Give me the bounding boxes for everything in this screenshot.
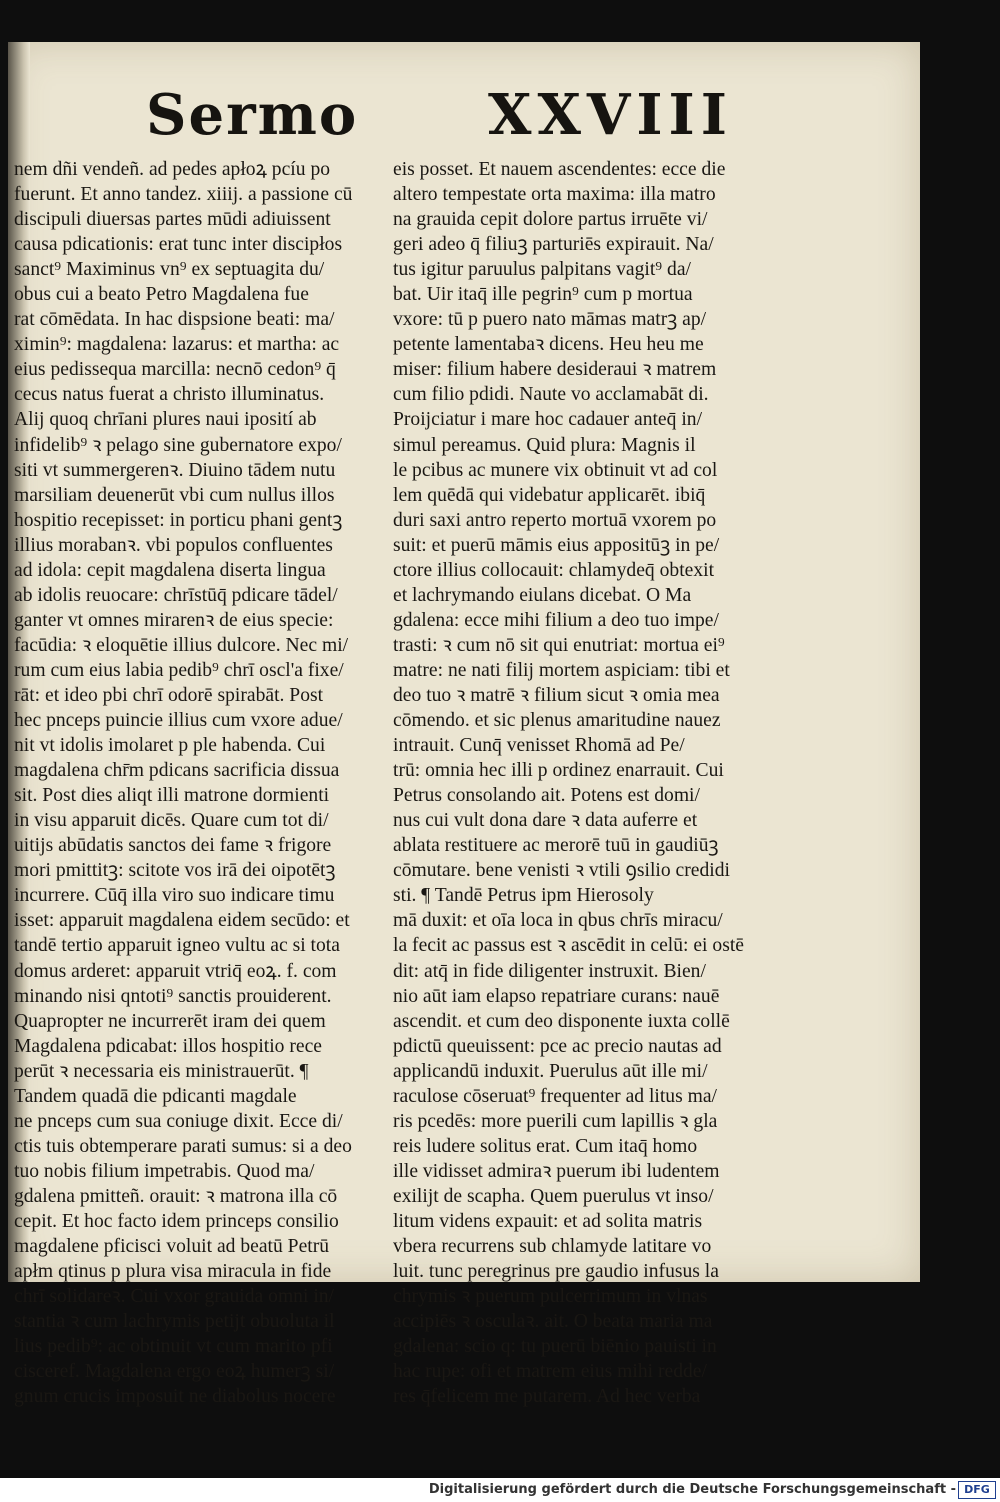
text-line: ab idolis reuocare: chrīstūq̄ pdicare tādel/ [14,584,338,606]
text-line: tandē tertio apparuit igneo vultu ac si tota [14,935,340,957]
text-line: hec pnceps puincie illius cum vxore adue/ [14,710,343,732]
text-line: cōmendo. et sic plenus amaritudine nauez [393,710,721,732]
footer-bar [0,1478,1000,1502]
text-line: vbera recurrens sub chlamyde latitare vo [393,1236,712,1258]
text-line: pdictū queuissent: pce ac precio nautas ad [393,1035,722,1057]
text-line: tus igitur paruulus palpitans vagit⁹ da/ [393,259,691,281]
text-line: eius pedissequa marcilla: necnō cedon⁹ q̄ [14,359,336,381]
text-line: Proijciatur i mare hoc cadauer anteq̄ in/ [393,409,703,431]
text-line: hac rupe: ofi et matrem eius mihi redde/ [393,1361,707,1383]
text-line: intrauit. Cunq̄ venisset Rhomā ad Pe/ [393,735,685,757]
text-line: cisceref. Magdalena ergo eoꝝ humerꝫ si/ [14,1361,335,1383]
text-line: petente lamentabaꝛ dicens. Heu heu me [393,334,704,356]
text-line: apłm qtinus p plura visa miracula in fide [14,1261,332,1283]
text-line: altero tempestate orta maxima: illa matro [393,184,716,206]
text-line: ximin⁹: magdalena: lazarus: et martha: ac [14,334,340,356]
text-line: exilijt de scapha. Quem puerulus vt inso/ [393,1185,714,1207]
text-line: na grauida cepit dolore partus irruēte vi/ [393,209,708,231]
dfg-logo: DFG [958,1481,996,1499]
text-line: sti. ¶ Tandē Petrus ipm Hierosoly [393,885,654,907]
text-line: uitijs abūdatis sanctos dei fame ꝛ frigore [14,835,332,857]
text-line: applicandū induxit. Puerulus aūt ille mi/ [393,1060,708,1082]
text-line: ne pnceps cum sua coniuge dixit. Ecce di/ [14,1110,343,1132]
text-line: raculose cōseruat⁹ frequenter ad litus ma/ [393,1085,718,1107]
text-line: marsiliam deuenerūt vbi cum nullus illos [14,484,335,506]
text-line: accipiēs ꝛ osculaꝛ. ait. O beata maria ma [393,1311,713,1333]
text-line: minando nisi qntoti⁹ sanctis prouiderent. [14,985,332,1007]
text-line: mori pmittitꝫ: scitote vos irā dei oipotētꝫ [14,860,336,882]
text-line: suit: et puerū māmis eius appositūꝫ in pe/ [393,534,720,556]
text-line: gdalena: scio q: tu puerū biēnio pauisti in [393,1336,717,1358]
text-line: duri saxi antro reperto mortuā vxorem po [393,509,717,531]
text-line: Quapropter ne incurrerēt iram dei quem [14,1010,326,1032]
text-line: chrymis ꝛ puerum pulcerrimum in vlnas [393,1286,708,1308]
text-line: infidelib⁹ ꝛ pelago sine gubernatore expo/ [14,434,342,456]
text-line: sit. Post dies aliqt illi matrone dormienti [14,785,330,807]
text-line: la fecit ac passus est ꝛ ascēdit in celū: ei ostē [393,935,744,957]
text-line: causa pdicationis: erat tunc inter discipłos [14,234,343,256]
text-line: gdalena: ecce mihi filium a deo tuo impe/ [393,609,719,631]
text-line: res q̄felicem me putarem. Ad hec verba [393,1386,701,1408]
text-line: hospitio recepisset: in porticu phani gentꝫ [14,509,343,531]
text-line: matre: ne nati filij mortem aspiciam: tibi et [393,659,730,681]
text-line: et lachrymando eiulans dicebat. O Ma [393,584,692,606]
text-column-left [14,157,374,1409]
text-line: facūdia: ꝛ eloquētie illius dulcore. Nec mi/ [14,634,349,656]
text-line: siti vt summergerenꝛ. Diuino tādem nutu [14,459,336,481]
footer-credit: Digitalisierung gefördert durch die Deutsche Forschungsgemeinschaft - [428,1482,956,1497]
text-line: simul pereamus. Quid plura: Magnis il [393,434,696,456]
text-line: geri adeo q̄ filiuꝫ parturiēs expirauit. Na/ [393,234,714,256]
text-line: rum cum eius labia pedib⁹ chrī oscl'a fixe/ [14,659,344,681]
text-line: gnum crucis imposuit ne diabolus nocere [14,1386,336,1408]
text-line: dit: atq̄ in fide diligenter instruxit. Bien/ [393,960,706,982]
book-page [8,42,920,1408]
text-line: miser: filium habere desideraui ꝛ matrem [393,359,717,381]
text-line: ganter vt omnes mirarenꝛ de eius specie: [14,609,334,631]
text-line: Petrus consolando ait. Potens est domi/ [393,785,700,807]
text-line: nit vt idolis imolaret p ple habenda. Cui [14,735,326,757]
running-head-left: Sermo [146,82,359,148]
text-line: bat. Uir itaq̄ ille pegrin⁹ cum p mortua [393,284,693,306]
text-line: discipuli diuersas partes mūdi adiuissent [14,209,331,231]
text-column-right [393,157,913,1409]
text-line: reis ludere solitus erat. Cum itaq̄ homo [393,1135,698,1157]
text-line: stantia ꝛ cum lachrymis petijt obuoluta il [14,1311,335,1333]
text-line: domus arderet: apparuit vtriq̄ eoꝝ. f. com [14,960,337,982]
text-line: ris pcedēs: more puerili cum lapillis ꝛ gla [393,1110,718,1132]
text-line: chrī solidareꝛ. Cui vxor grauida omni in/ [14,1286,335,1308]
text-line: mā duxit: et oīa loca in qbus chrīs miracu/ [393,910,723,932]
text-line: trū: omnia hec illi p ordinez enarrauit. Cui [393,760,724,782]
text-line: lius pedib⁹: ac obtinuit vt cum marito pfi [14,1336,333,1358]
text-line: rat cōmēdata. In hac dispsione beati: ma/ [14,309,335,331]
text-line: nus cui vult dona dare ꝛ data auferre et [393,810,698,832]
text-line: incurrere. Cūq̄ illa viro suo indicare timu [14,885,335,907]
text-line: nio aūt iam elapso repatriare curans: nauē [393,985,720,1007]
text-line: tuo nobis filium impetrabis. Quod ma/ [14,1160,315,1182]
text-line: ille vidisset admiraꝛ puerum ibi ludentem [393,1160,720,1182]
text-line: nem dñi vendeñ. ad pedes apłoꝝ pcíu po [14,159,331,180]
text-line: fuerunt. Et anno tandez. xiiij. a passione cū [14,184,353,206]
text-line: cecus natus fuerat a christo illuminatus. [14,384,325,406]
text-line: Magdalena pdicabat: illos hospitio rece [14,1035,322,1057]
text-line: Tandem quadā die pdicanti magdale [14,1085,297,1107]
text-line: eis posset. Et nauem ascendentes: ecce die [393,159,726,180]
text-line: perūt ꝛ necessaria eis ministrauerūt. ¶ [14,1060,309,1082]
text-line: deo tuo ꝛ matrē ꝛ filium sicut ꝛ omia mea [393,684,720,706]
text-line: obus cui a beato Petro Magdalena fue [14,284,309,306]
text-line: ctis tuis obtemperare parati sumus: si a deo [14,1135,352,1157]
text-line: ad idola: cepit magdalena diserta lingua [14,559,326,581]
text-line: cōmutare. bene venisti ꝛ vtili ꝯsilio credidi [393,860,730,882]
text-line: cum filio pdidi. Naute vo acclamabāt di. [393,384,709,406]
text-line: sanct⁹ Maximinus vn⁹ ex septuagita du/ [14,259,325,281]
text-line: trasti: ꝛ cum nō sit qui enutriat: mortua ei⁹ [393,634,725,656]
text-line: in visu apparuit dicēs. Quare cum tot di/ [14,810,329,832]
text-line: vxore: tū p puero nato māmas matrꝫ ap/ [393,309,707,331]
text-line: magdalene pficisci voluit ad beatū Petrū [14,1236,330,1258]
text-line: gdalena pmitteñ. orauit: ꝛ matrona illa cō [14,1185,338,1207]
text-line: cepit. Et hoc facto idem princeps consilio [14,1210,339,1232]
running-head-right: XXVIII [488,82,733,148]
text-line: Alij quoq chrīani plures naui iposití ab [14,409,317,431]
text-line: le pcibus ac munere vix obtinuit vt ad col [393,459,718,481]
text-line: ablata restituere ac merorē tuū in gaudiūꝫ [393,835,719,857]
text-line: illius morabanꝛ. vbi populos confluentes [14,534,333,556]
text-line: magdalena chr̄m pdicans sacrificia dissua [14,760,340,782]
text-line: litum videns expauit: et ad solita matris [393,1210,703,1232]
text-line: ascendit. et cum deo disponente iuxta collē [393,1010,730,1032]
text-line: isset: apparuit magdalena eidem secūdo: et [14,910,350,932]
text-line: luit. tunc peregrinus pre gaudio infusus la [393,1261,719,1283]
text-line: lem quēdā qui videbatur applicarēt. ibiq̄ [393,484,706,506]
text-line: rāt: et ideo pbi chrī odorē spirabāt. Post [14,684,324,706]
text-line: ctore illius collocauit: chlamydeq̄ obtexit [393,559,715,581]
